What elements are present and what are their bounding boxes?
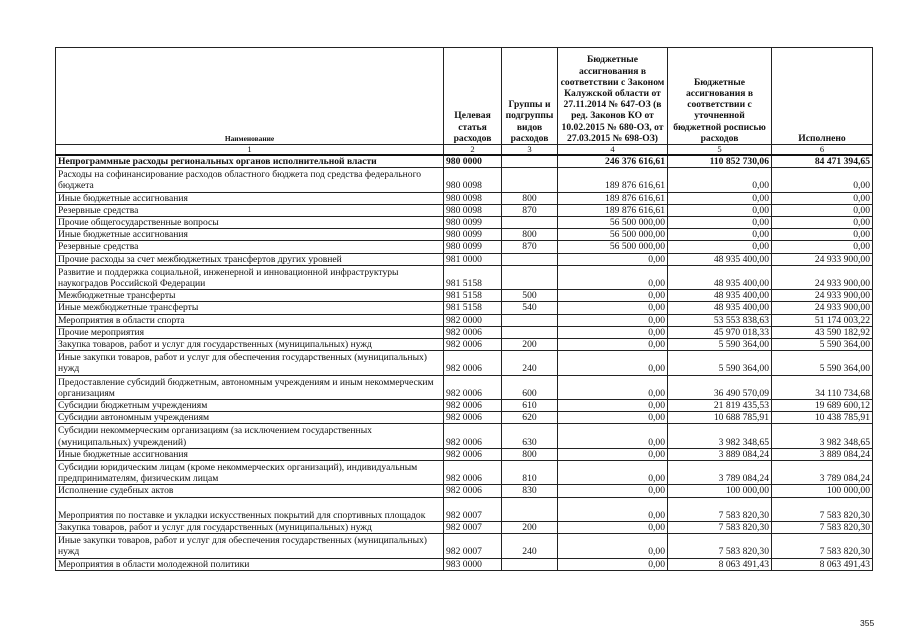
row-group-cell bbox=[502, 155, 558, 168]
row-name-cell: Межбюджетные трансферты bbox=[56, 290, 444, 302]
row-refined-amount-cell: 48 935 400,00 bbox=[668, 253, 772, 265]
row-name-cell: Иные закупки товаров, работ и услуг для обеспечения государственных (муниципальных) нужд bbox=[56, 351, 444, 375]
row-refined-amount-cell: 7 583 820,30 bbox=[668, 534, 772, 558]
row-law-amount-cell: 56 500 000,00 bbox=[558, 241, 668, 253]
table-row bbox=[56, 461, 873, 485]
table-row bbox=[56, 326, 873, 338]
row-group-cell: 870 bbox=[502, 204, 558, 216]
table-row bbox=[56, 375, 873, 399]
row-target-code-cell: 981 5158 bbox=[444, 265, 502, 289]
row-refined-amount-cell: 53 553 838,63 bbox=[668, 314, 772, 326]
row-refined-amount-cell: 0,00 bbox=[668, 229, 772, 241]
table-row bbox=[56, 400, 873, 412]
row-target-code-cell: 982 0006 bbox=[444, 412, 502, 424]
row-executed-amount-cell: 8 063 491,43 bbox=[772, 558, 873, 570]
table-row bbox=[56, 534, 873, 558]
row-group-cell: 240 bbox=[502, 534, 558, 558]
row-executed-amount-cell: 7 583 820,30 bbox=[772, 497, 873, 521]
row-law-amount-cell: 56 500 000,00 bbox=[558, 217, 668, 229]
table-row bbox=[56, 217, 873, 229]
row-refined-amount-cell: 0,00 bbox=[668, 168, 772, 192]
row-refined-amount-cell: 48 935 400,00 bbox=[668, 265, 772, 289]
row-target-code-cell: 982 0007 bbox=[444, 534, 502, 558]
row-executed-amount-cell: 43 590 182,92 bbox=[772, 326, 873, 338]
row-target-code-cell: 982 0006 bbox=[444, 424, 502, 448]
row-target-code-cell: 980 0000 bbox=[444, 155, 502, 168]
table-row bbox=[56, 229, 873, 241]
row-refined-amount-cell: 7 583 820,30 bbox=[668, 521, 772, 533]
row-target-code-cell: 982 0006 bbox=[444, 485, 502, 497]
row-executed-amount-cell: 5 590 364,00 bbox=[772, 339, 873, 351]
row-law-amount-cell: 0,00 bbox=[558, 497, 668, 521]
column-number-row bbox=[56, 145, 873, 156]
row-group-cell bbox=[502, 265, 558, 289]
row-law-amount-cell: 0,00 bbox=[558, 534, 668, 558]
row-executed-amount-cell: 0,00 bbox=[772, 241, 873, 253]
column-number: 3 bbox=[502, 145, 558, 156]
row-executed-amount-cell: 84 471 394,65 bbox=[772, 155, 873, 168]
row-refined-amount-cell: 0,00 bbox=[668, 217, 772, 229]
row-law-amount-cell: 0,00 bbox=[558, 290, 668, 302]
column-number: 1 bbox=[56, 145, 444, 156]
row-name-cell: Иные бюджетные ассигнования bbox=[56, 192, 444, 204]
row-name-cell: Расходы на софинансирование расходов областного бюджета под средства федерального бюджета bbox=[56, 168, 444, 192]
table-row bbox=[56, 168, 873, 192]
row-refined-amount-cell: 21 819 435,53 bbox=[668, 400, 772, 412]
row-group-cell: 630 bbox=[502, 424, 558, 448]
row-group-cell: 200 bbox=[502, 521, 558, 533]
row-executed-amount-cell: 3 889 084,24 bbox=[772, 448, 873, 460]
row-name-cell: Резервные средства bbox=[56, 204, 444, 216]
row-executed-amount-cell: 34 110 734,68 bbox=[772, 375, 873, 399]
row-law-amount-cell: 0,00 bbox=[558, 314, 668, 326]
row-refined-amount-cell: 48 935 400,00 bbox=[668, 302, 772, 314]
row-executed-amount-cell: 0,00 bbox=[772, 192, 873, 204]
row-group-cell bbox=[502, 253, 558, 265]
row-law-amount-cell: 0,00 bbox=[558, 302, 668, 314]
row-target-code-cell: 981 5158 bbox=[444, 302, 502, 314]
row-law-amount-cell: 0,00 bbox=[558, 351, 668, 375]
row-law-amount-cell: 0,00 bbox=[558, 558, 668, 570]
budget-sheet bbox=[55, 47, 872, 571]
row-executed-amount-cell: 0,00 bbox=[772, 168, 873, 192]
row-refined-amount-cell: 36 490 570,09 bbox=[668, 375, 772, 399]
row-refined-amount-cell: 3 889 084,24 bbox=[668, 448, 772, 460]
row-law-amount-cell: 0,00 bbox=[558, 253, 668, 265]
table-row bbox=[56, 424, 873, 448]
row-name-cell: Субсидии некоммерческим организациям (за исключением государственных (муниципальных) учреждений) bbox=[56, 424, 444, 448]
row-law-amount-cell: 0,00 bbox=[558, 424, 668, 448]
table-row bbox=[56, 253, 873, 265]
table-row bbox=[56, 521, 873, 533]
row-name-cell: Иные бюджетные ассигнования bbox=[56, 229, 444, 241]
row-refined-amount-cell: 0,00 bbox=[668, 241, 772, 253]
row-name-cell: Прочие мероприятия bbox=[56, 326, 444, 338]
row-executed-amount-cell: 0,00 bbox=[772, 217, 873, 229]
header-name: Наименование bbox=[56, 48, 444, 145]
table-row bbox=[56, 314, 873, 326]
table-body bbox=[56, 145, 873, 571]
row-group-cell bbox=[502, 217, 558, 229]
row-target-code-cell: 980 0099 bbox=[444, 217, 502, 229]
row-executed-amount-cell: 5 590 364,00 bbox=[772, 351, 873, 375]
row-executed-amount-cell: 0,00 bbox=[772, 229, 873, 241]
row-executed-amount-cell: 100 000,00 bbox=[772, 485, 873, 497]
row-executed-amount-cell: 51 174 003,22 bbox=[772, 314, 873, 326]
row-executed-amount-cell: 24 933 900,00 bbox=[772, 253, 873, 265]
row-target-code-cell: 982 0006 bbox=[444, 448, 502, 460]
row-target-code-cell: 982 0007 bbox=[444, 521, 502, 533]
table-row bbox=[56, 497, 873, 521]
row-executed-amount-cell: 24 933 900,00 bbox=[772, 302, 873, 314]
row-law-amount-cell: 0,00 bbox=[558, 265, 668, 289]
row-name-cell: Прочие общегосударственные вопросы bbox=[56, 217, 444, 229]
row-name-cell: Исполнение судебных актов bbox=[56, 485, 444, 497]
row-group-cell bbox=[502, 326, 558, 338]
row-name-cell: Закупка товаров, работ и услуг для государственных (муниципальных) нужд bbox=[56, 339, 444, 351]
row-group-cell bbox=[502, 314, 558, 326]
header-law-allocations: Бюджетные ассигнования в соответствии с Законом Калужской области от 27.11.2014 № 647-ОЗ (в ред. Законов КО от 10.02.2015 № 680-ОЗ, от 27.03.2015 № 698-ОЗ) bbox=[558, 48, 668, 145]
row-law-amount-cell: 246 376 616,61 bbox=[558, 155, 668, 168]
row-target-code-cell: 980 0099 bbox=[444, 241, 502, 253]
row-group-cell: 610 bbox=[502, 400, 558, 412]
row-executed-amount-cell: 19 689 600,12 bbox=[772, 400, 873, 412]
row-refined-amount-cell: 110 852 730,06 bbox=[668, 155, 772, 168]
row-executed-amount-cell: 24 933 900,00 bbox=[772, 265, 873, 289]
row-refined-amount-cell: 3 789 084,24 bbox=[668, 461, 772, 485]
table-row bbox=[56, 351, 873, 375]
table-row bbox=[56, 290, 873, 302]
row-law-amount-cell: 0,00 bbox=[558, 400, 668, 412]
row-refined-amount-cell: 3 982 348,65 bbox=[668, 424, 772, 448]
row-group-cell: 500 bbox=[502, 290, 558, 302]
row-law-amount-cell: 56 500 000,00 bbox=[558, 229, 668, 241]
row-target-code-cell: 982 0006 bbox=[444, 375, 502, 399]
budget-table bbox=[55, 47, 873, 571]
table-row bbox=[56, 412, 873, 424]
row-target-code-cell: 982 0000 bbox=[444, 314, 502, 326]
row-name-cell: Иные бюджетные ассигнования bbox=[56, 448, 444, 460]
row-refined-amount-cell: 100 000,00 bbox=[668, 485, 772, 497]
table-row bbox=[56, 558, 873, 570]
row-law-amount-cell: 189 876 616,61 bbox=[558, 192, 668, 204]
header-refined-allocations: Бюджетные ассигнования в соответствии с уточненной бюджетной росписью расходов bbox=[668, 48, 772, 145]
column-number: 2 bbox=[444, 145, 502, 156]
column-number: 5 bbox=[668, 145, 772, 156]
table-row bbox=[56, 339, 873, 351]
row-group-cell: 540 bbox=[502, 302, 558, 314]
row-name-cell: Субсидии юридическим лицам (кроме некоммерческих организаций), индивидуальным предпринимателям, физическим лицам bbox=[56, 461, 444, 485]
row-name-cell: Непрограммные расходы региональных органов исполнительной власти bbox=[56, 155, 444, 168]
row-executed-amount-cell: 10 438 785,91 bbox=[772, 412, 873, 424]
row-target-code-cell: 983 0000 bbox=[444, 558, 502, 570]
row-name-cell: Мероприятия в области молодежной политики bbox=[56, 558, 444, 570]
row-law-amount-cell: 189 876 616,61 bbox=[558, 168, 668, 192]
row-target-code-cell: 980 0099 bbox=[444, 229, 502, 241]
row-law-amount-cell: 0,00 bbox=[558, 485, 668, 497]
table-row bbox=[56, 155, 873, 168]
row-refined-amount-cell: 7 583 820,30 bbox=[668, 497, 772, 521]
row-executed-amount-cell: 0,00 bbox=[772, 204, 873, 216]
row-refined-amount-cell: 5 590 364,00 bbox=[668, 351, 772, 375]
row-law-amount-cell: 0,00 bbox=[558, 326, 668, 338]
table-header bbox=[56, 48, 873, 145]
table-row bbox=[56, 192, 873, 204]
row-executed-amount-cell: 3 982 348,65 bbox=[772, 424, 873, 448]
row-refined-amount-cell: 0,00 bbox=[668, 204, 772, 216]
table-row bbox=[56, 302, 873, 314]
row-executed-amount-cell: 7 583 820,30 bbox=[772, 521, 873, 533]
row-target-code-cell: 980 0098 bbox=[444, 168, 502, 192]
row-group-cell bbox=[502, 497, 558, 521]
row-target-code-cell: 981 5158 bbox=[444, 290, 502, 302]
table-row bbox=[56, 485, 873, 497]
row-law-amount-cell: 0,00 bbox=[558, 461, 668, 485]
row-target-code-cell: 982 0006 bbox=[444, 351, 502, 375]
row-target-code-cell: 982 0006 bbox=[444, 400, 502, 412]
row-name-cell: Субсидии бюджетным учреждениям bbox=[56, 400, 444, 412]
row-name-cell: Мероприятия в области спорта bbox=[56, 314, 444, 326]
row-group-cell: 800 bbox=[502, 192, 558, 204]
row-target-code-cell: 982 0006 bbox=[444, 461, 502, 485]
row-law-amount-cell: 0,00 bbox=[558, 375, 668, 399]
row-target-code-cell: 982 0006 bbox=[444, 339, 502, 351]
row-refined-amount-cell: 0,00 bbox=[668, 192, 772, 204]
table-row bbox=[56, 265, 873, 289]
page-number: 355 bbox=[860, 618, 875, 628]
row-refined-amount-cell: 5 590 364,00 bbox=[668, 339, 772, 351]
row-group-cell: 600 bbox=[502, 375, 558, 399]
row-name-cell: Резервные средства bbox=[56, 241, 444, 253]
row-executed-amount-cell: 7 583 820,30 bbox=[772, 534, 873, 558]
row-group-cell: 240 bbox=[502, 351, 558, 375]
row-name-cell: Закупка товаров, работ и услуг для государственных (муниципальных) нужд bbox=[56, 521, 444, 533]
row-group-cell bbox=[502, 168, 558, 192]
table-row bbox=[56, 204, 873, 216]
header-executed: Исполнено bbox=[772, 48, 873, 145]
row-group-cell: 870 bbox=[502, 241, 558, 253]
row-group-cell: 200 bbox=[502, 339, 558, 351]
column-number: 4 bbox=[558, 145, 668, 156]
row-group-cell: 800 bbox=[502, 448, 558, 460]
row-target-code-cell: 981 0000 bbox=[444, 253, 502, 265]
row-refined-amount-cell: 45 970 018,33 bbox=[668, 326, 772, 338]
row-name-cell: Прочие расходы за счет межбюджетных трансфертов других уровней bbox=[56, 253, 444, 265]
row-target-code-cell: 982 0006 bbox=[444, 326, 502, 338]
row-target-code-cell: 980 0098 bbox=[444, 192, 502, 204]
row-executed-amount-cell: 3 789 084,24 bbox=[772, 461, 873, 485]
row-target-code-cell: 982 0007 bbox=[444, 497, 502, 521]
row-name-cell: Иные межбюджетные трансферты bbox=[56, 302, 444, 314]
row-executed-amount-cell: 24 933 900,00 bbox=[772, 290, 873, 302]
row-law-amount-cell: 0,00 bbox=[558, 339, 668, 351]
row-name-cell: Развитие и поддержка социальной, инженерной и инновационной инфраструктуры наукоградов Российской Федерации bbox=[56, 265, 444, 289]
row-refined-amount-cell: 10 688 785,91 bbox=[668, 412, 772, 424]
row-law-amount-cell: 0,00 bbox=[558, 412, 668, 424]
row-target-code-cell: 980 0098 bbox=[444, 204, 502, 216]
table-row bbox=[56, 241, 873, 253]
row-name-cell: Мероприятия по поставке и укладки искусственных покрытий для спортивных площадок bbox=[56, 497, 444, 521]
header-expense-groups: Группы и подгруппы видов расходов bbox=[502, 48, 558, 145]
row-group-cell bbox=[502, 558, 558, 570]
row-name-cell: Субсидии автономным учреждениям bbox=[56, 412, 444, 424]
row-refined-amount-cell: 48 935 400,00 bbox=[668, 290, 772, 302]
row-group-cell: 800 bbox=[502, 229, 558, 241]
row-law-amount-cell: 0,00 bbox=[558, 448, 668, 460]
row-name-cell: Предоставление субсидий бюджетным, автономным учреждениям и иным некоммерческим организациям bbox=[56, 375, 444, 399]
row-group-cell: 830 bbox=[502, 485, 558, 497]
header-target-article: Целевая статья расходов bbox=[444, 48, 502, 145]
table-row bbox=[56, 448, 873, 460]
row-name-cell: Иные закупки товаров, работ и услуг для обеспечения государственных (муниципальных) нужд bbox=[56, 534, 444, 558]
column-number: 6 bbox=[772, 145, 873, 156]
row-refined-amount-cell: 8 063 491,43 bbox=[668, 558, 772, 570]
row-group-cell: 810 bbox=[502, 461, 558, 485]
row-law-amount-cell: 0,00 bbox=[558, 521, 668, 533]
row-law-amount-cell: 189 876 616,61 bbox=[558, 204, 668, 216]
row-group-cell: 620 bbox=[502, 412, 558, 424]
